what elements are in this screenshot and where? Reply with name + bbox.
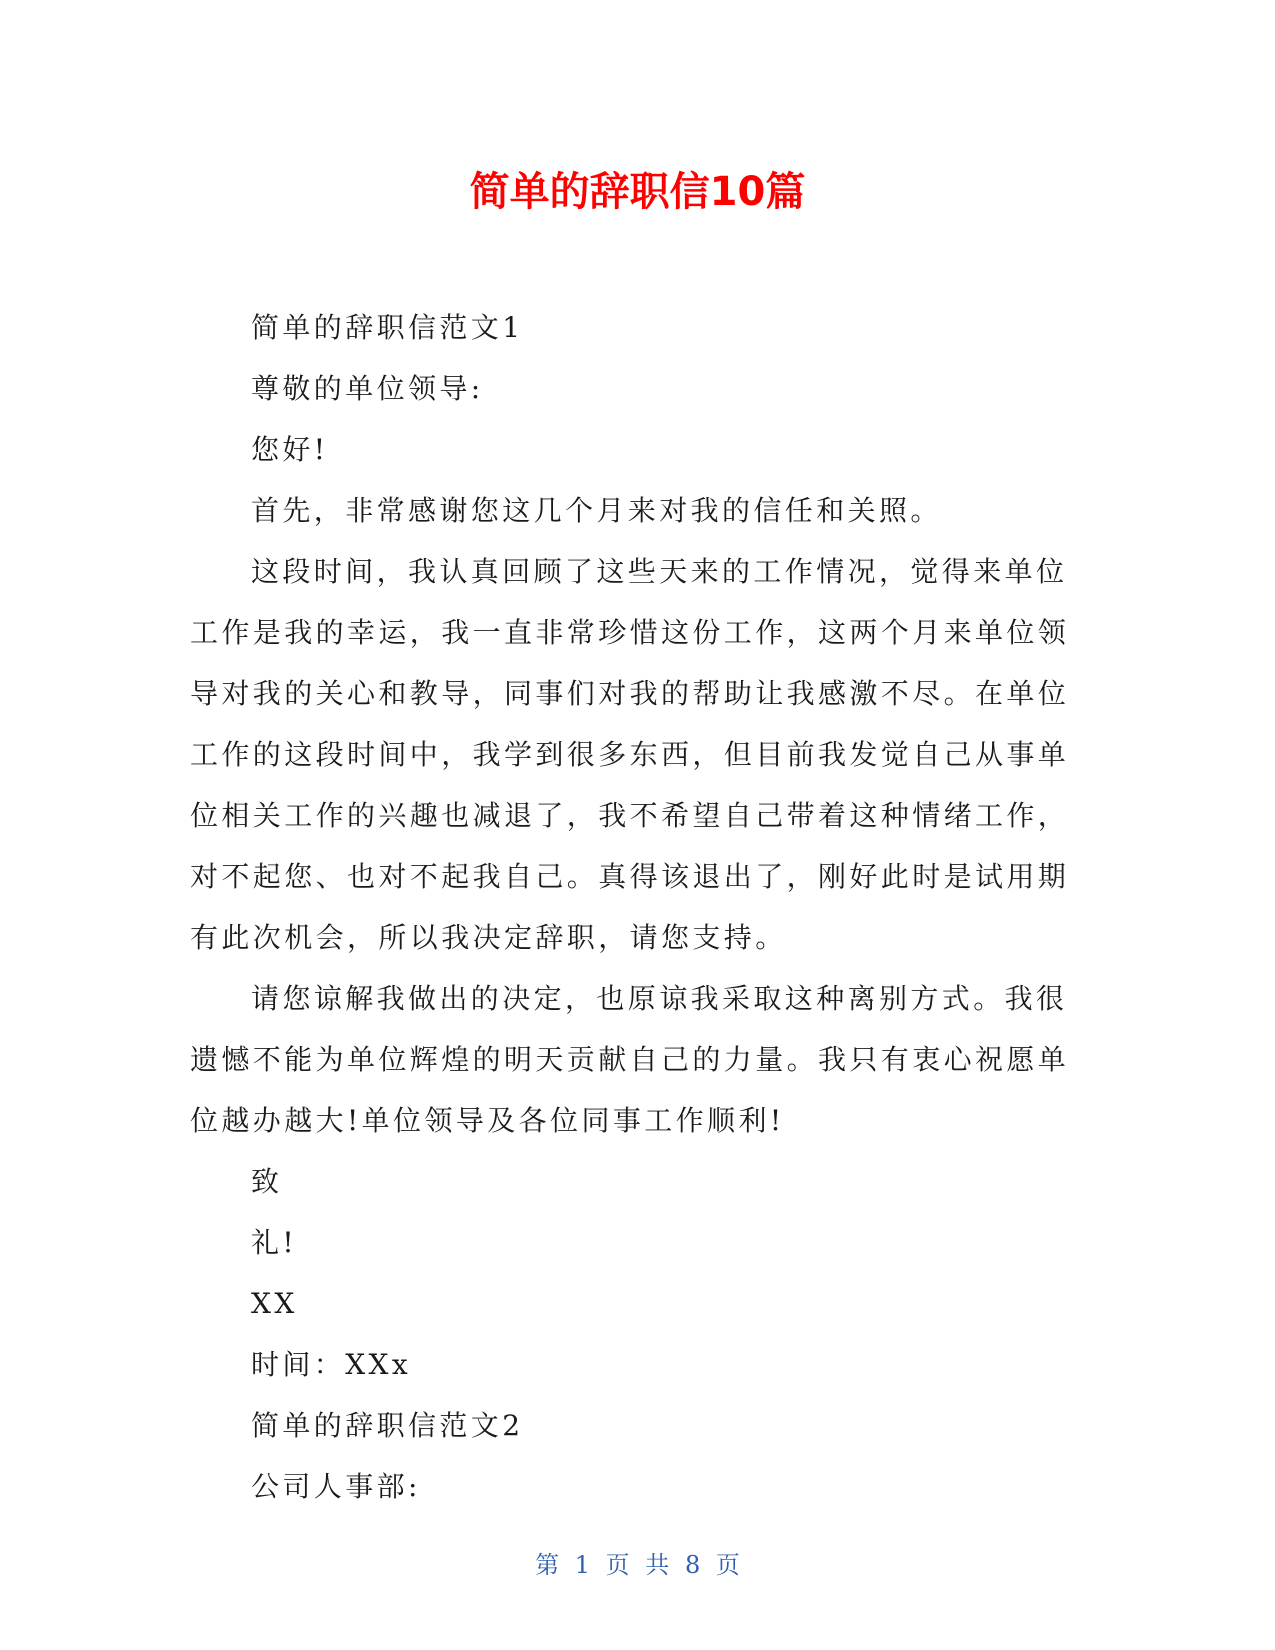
body-line: 公司人事部: — [251, 1470, 421, 1503]
body-line: 请您谅解我做出的决定，也原谅我采取这种离别方式。我很 — [251, 982, 1068, 1015]
body-line: 位相关工作的兴趣也减退了，我不希望自己带着这种情绪工作， — [190, 799, 1070, 832]
body-line: XX — [251, 1287, 298, 1320]
body-line: 您好! — [251, 433, 329, 466]
body-line: 对不起您、也对不起我自己。真得该退出了，刚好此时是试用期 — [190, 860, 1070, 893]
body-line: 简单的辞职信范文2 — [251, 1409, 524, 1442]
body-line: 时间：XXx — [251, 1348, 412, 1381]
page-number-footer: 第 1 页 共 8 页 — [535, 1551, 740, 1579]
body-line: 遗憾不能为单位辉煌的明天贡献自己的力量。我只有衷心祝愿单 — [190, 1043, 1070, 1076]
body-line: 工作是我的幸运，我一直非常珍惜这份工作，这两个月来单位领 — [190, 616, 1070, 649]
body-line: 首先，非常感谢您这几个月来对我的信任和关照。 — [251, 494, 942, 527]
document-title: 简单的辞职信10篇 — [469, 169, 806, 215]
body-line: 礼! — [251, 1226, 298, 1259]
body-line: 有此次机会，所以我决定辞职，请您支持。 — [190, 921, 787, 954]
body-line: 简单的辞职信范文1 — [251, 311, 524, 344]
body-line: 位越办越大!单位领导及各位同事工作顺利! — [190, 1104, 785, 1137]
body-line: 这段时间，我认真回顾了这些天来的工作情况，觉得来单位 — [251, 555, 1068, 588]
document-body — [190, 297, 1070, 1517]
body-line: 工作的这段时间中，我学到很多东西，但目前我发觉自己从事单 — [190, 738, 1070, 771]
body-line: 尊敬的单位领导: — [251, 372, 484, 405]
body-line: 导对我的关心和教导，同事们对我的帮助让我感激不尽。在单位 — [190, 677, 1070, 710]
body-line: 致 — [251, 1165, 283, 1198]
